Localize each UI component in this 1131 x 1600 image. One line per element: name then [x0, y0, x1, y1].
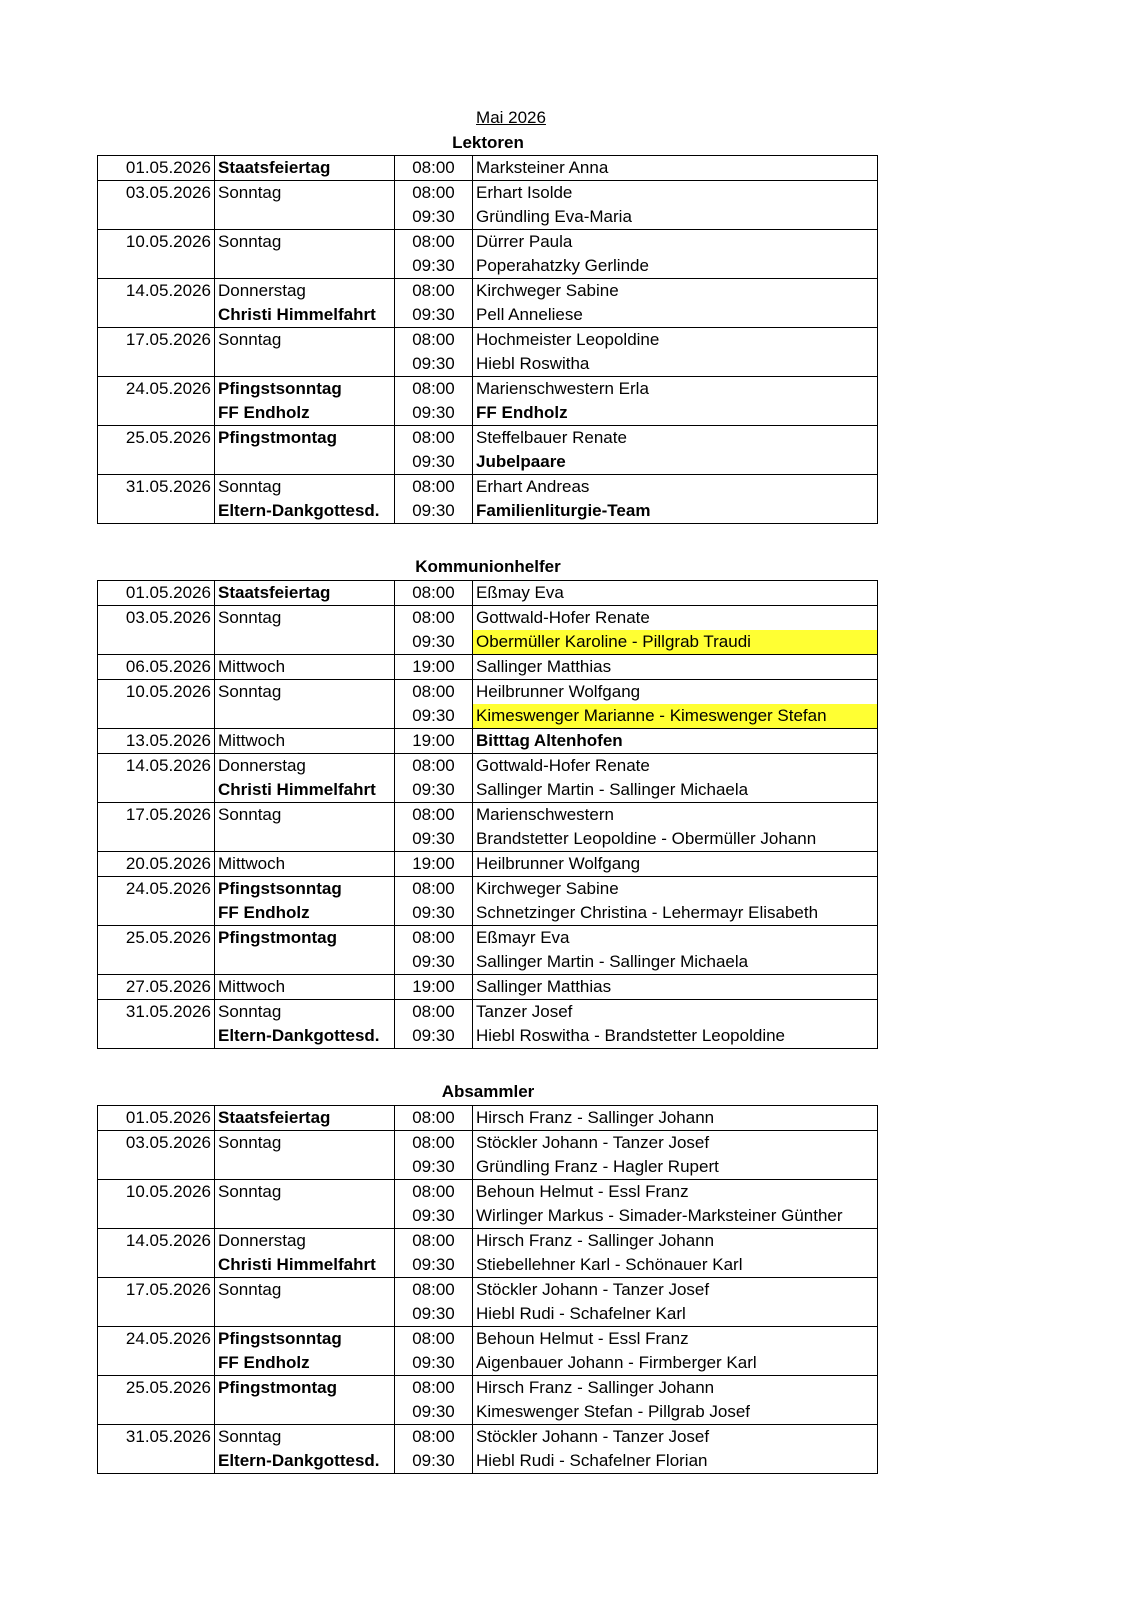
name-cell: Behoun Helmut - Essl Franz — [473, 1180, 878, 1205]
day-cell: Pfingstsonntag — [215, 377, 395, 402]
day-cell — [215, 1400, 395, 1425]
name-cell: FF Endholz — [473, 401, 878, 426]
date-cell — [98, 1400, 215, 1425]
date-cell — [98, 950, 215, 975]
section-title-kommunionhelfer: Kommunionhelfer — [415, 557, 561, 576]
date-cell: 17.05.2026 — [98, 328, 215, 353]
date-cell — [98, 450, 215, 475]
table-row — [98, 328, 878, 353]
date-cell: 03.05.2026 — [98, 181, 215, 206]
time-cell: 08:00 — [395, 1327, 473, 1352]
day-cell: FF Endholz — [215, 1351, 395, 1376]
day-cell: Sonntag — [215, 680, 395, 705]
day-cell: Sonntag — [215, 1000, 395, 1025]
name-cell: Hiebl Roswitha - Brandstetter Leopoldine — [473, 1024, 878, 1049]
day-cell: Pfingstmontag — [215, 926, 395, 951]
name-cell: Gottwald-Hofer Renate — [473, 754, 878, 779]
table-row — [98, 279, 878, 304]
name-cell: Gründling Eva-Maria — [473, 205, 878, 230]
day-cell: Sonntag — [215, 230, 395, 255]
time-cell: 08:00 — [395, 1180, 473, 1205]
date-cell: 31.05.2026 — [98, 475, 215, 500]
name-cell: Hirsch Franz - Sallinger Johann — [473, 1229, 878, 1254]
date-cell — [98, 1155, 215, 1180]
name-cell: Marienschwestern Erla — [473, 377, 878, 402]
table-row — [98, 1376, 878, 1401]
day-cell: Pfingstmontag — [215, 426, 395, 451]
date-cell — [98, 1024, 215, 1049]
day-cell — [215, 1204, 395, 1229]
date-cell — [98, 1302, 215, 1327]
name-cell: Kirchweger Sabine — [473, 279, 878, 304]
time-cell: 09:30 — [395, 1302, 473, 1327]
time-cell: 19:00 — [395, 729, 473, 754]
date-cell — [98, 704, 215, 729]
date-cell — [98, 778, 215, 803]
time-cell: 08:00 — [395, 279, 473, 304]
table-row — [98, 401, 878, 426]
day-cell: Staatsfeiertag — [215, 581, 395, 606]
day-cell: FF Endholz — [215, 401, 395, 426]
time-cell: 08:00 — [395, 1106, 473, 1131]
table-row — [98, 1106, 878, 1131]
day-cell — [215, 205, 395, 230]
time-cell: 08:00 — [395, 1229, 473, 1254]
day-cell — [215, 1155, 395, 1180]
time-cell: 19:00 — [395, 975, 473, 1000]
day-cell: Pfingstsonntag — [215, 1327, 395, 1352]
day-cell — [215, 827, 395, 852]
time-cell: 19:00 — [395, 852, 473, 877]
name-cell: Tanzer Josef — [473, 1000, 878, 1025]
time-cell: 09:30 — [395, 901, 473, 926]
table-row — [98, 181, 878, 206]
date-cell: 14.05.2026 — [98, 754, 215, 779]
table-row — [98, 1131, 878, 1156]
name-cell: Hirsch Franz - Sallinger Johann — [473, 1376, 878, 1401]
name-cell: Eßmayr Eva — [473, 926, 878, 951]
time-cell: 08:00 — [395, 1425, 473, 1450]
day-cell: Mittwoch — [215, 852, 395, 877]
table-row — [98, 704, 878, 729]
time-cell: 09:30 — [395, 1204, 473, 1229]
name-cell: Eßmay Eva — [473, 581, 878, 606]
date-cell: 01.05.2026 — [98, 1106, 215, 1131]
date-cell: 06.05.2026 — [98, 655, 215, 680]
day-cell: Sonntag — [215, 1425, 395, 1450]
time-cell: 09:30 — [395, 630, 473, 655]
date-cell: 03.05.2026 — [98, 606, 215, 631]
time-cell: 09:30 — [395, 1253, 473, 1278]
table-row — [98, 303, 878, 328]
name-cell: Marienschwestern — [473, 803, 878, 828]
table-row — [98, 1425, 878, 1450]
name-cell: Dürrer Paula — [473, 230, 878, 255]
name-cell: Kimeswenger Stefan - Pillgrab Josef — [473, 1400, 878, 1425]
table-row — [98, 1155, 878, 1180]
name-cell: Behoun Helmut - Essl Franz — [473, 1327, 878, 1352]
table-row — [98, 450, 878, 475]
table-row — [98, 475, 878, 500]
day-cell — [215, 450, 395, 475]
day-cell: Donnerstag — [215, 754, 395, 779]
time-cell: 08:00 — [395, 156, 473, 181]
time-cell: 09:30 — [395, 352, 473, 377]
time-cell: 08:00 — [395, 426, 473, 451]
time-cell: 09:30 — [395, 401, 473, 426]
date-cell: 14.05.2026 — [98, 279, 215, 304]
time-cell: 09:30 — [395, 499, 473, 524]
name-cell: Heilbrunner Wolfgang — [473, 852, 878, 877]
day-cell: Donnerstag — [215, 1229, 395, 1254]
table-row — [98, 803, 878, 828]
day-cell: Mittwoch — [215, 729, 395, 754]
date-cell: 03.05.2026 — [98, 1131, 215, 1156]
day-cell: Pfingstmontag — [215, 1376, 395, 1401]
table-row — [98, 1024, 878, 1049]
table-row — [98, 1229, 878, 1254]
date-cell: 10.05.2026 — [98, 230, 215, 255]
date-cell: 25.05.2026 — [98, 426, 215, 451]
table-row — [98, 205, 878, 230]
name-cell: Stöckler Johann - Tanzer Josef — [473, 1131, 878, 1156]
date-cell: 25.05.2026 — [98, 926, 215, 951]
name-cell: Gründling Franz - Hagler Rupert — [473, 1155, 878, 1180]
name-cell: Hiebl Rudi - Schafelner Florian — [473, 1449, 878, 1474]
date-cell — [98, 254, 215, 279]
time-cell: 08:00 — [395, 1131, 473, 1156]
table-row — [98, 827, 878, 852]
day-cell — [215, 630, 395, 655]
name-cell: Bitttag Altenhofen — [473, 729, 878, 754]
time-cell: 08:00 — [395, 581, 473, 606]
table-row — [98, 901, 878, 926]
name-cell: Stöckler Johann - Tanzer Josef — [473, 1425, 878, 1450]
date-cell: 14.05.2026 — [98, 1229, 215, 1254]
table-row — [98, 754, 878, 779]
name-cell: Wirlinger Markus - Simader-Marksteiner Günther — [473, 1204, 878, 1229]
table-row — [98, 877, 878, 902]
name-cell: Kimeswenger Marianne - Kimeswenger Stefan — [473, 704, 878, 729]
date-cell: 10.05.2026 — [98, 680, 215, 705]
table-row — [98, 581, 878, 606]
day-cell — [215, 352, 395, 377]
table-row — [98, 1278, 878, 1303]
date-cell — [98, 205, 215, 230]
table-row — [98, 1000, 878, 1025]
table-row — [98, 606, 878, 631]
name-cell: Hirsch Franz - Sallinger Johann — [473, 1106, 878, 1131]
day-cell: Staatsfeiertag — [215, 1106, 395, 1131]
section-title-absammler: Absammler — [441, 1082, 535, 1101]
day-cell: Sonntag — [215, 606, 395, 631]
date-cell: 17.05.2026 — [98, 803, 215, 828]
date-cell — [98, 1253, 215, 1278]
time-cell: 09:30 — [395, 704, 473, 729]
time-cell: 09:30 — [395, 1351, 473, 1376]
table-row — [98, 156, 878, 181]
time-cell: 08:00 — [395, 926, 473, 951]
date-cell: 01.05.2026 — [98, 581, 215, 606]
table-row — [98, 950, 878, 975]
day-cell: Sonntag — [215, 181, 395, 206]
table-row — [98, 630, 878, 655]
table-row — [98, 1327, 878, 1352]
time-cell: 08:00 — [395, 377, 473, 402]
name-cell: Stöckler Johann - Tanzer Josef — [473, 1278, 878, 1303]
table-row — [98, 680, 878, 705]
day-cell: Eltern-Dankgottesd. — [215, 499, 395, 524]
time-cell: 09:30 — [395, 827, 473, 852]
date-cell: 01.05.2026 — [98, 156, 215, 181]
time-cell: 08:00 — [395, 1376, 473, 1401]
time-cell: 08:00 — [395, 1278, 473, 1303]
day-cell: Mittwoch — [215, 655, 395, 680]
table-row — [98, 926, 878, 951]
table-row — [98, 729, 878, 754]
day-cell: Donnerstag — [215, 279, 395, 304]
date-cell — [98, 1449, 215, 1474]
time-cell: 09:30 — [395, 303, 473, 328]
date-cell: 25.05.2026 — [98, 1376, 215, 1401]
name-cell: Sallinger Martin - Sallinger Michaela — [473, 778, 878, 803]
time-cell: 08:00 — [395, 230, 473, 255]
day-cell: Sonntag — [215, 803, 395, 828]
time-cell: 09:30 — [395, 1155, 473, 1180]
time-cell: 08:00 — [395, 606, 473, 631]
table-row — [98, 1253, 878, 1278]
name-cell: Aigenbauer Johann - Firmberger Karl — [473, 1351, 878, 1376]
time-cell: 08:00 — [395, 680, 473, 705]
day-cell: Sonntag — [215, 1131, 395, 1156]
day-cell: Eltern-Dankgottesd. — [215, 1449, 395, 1474]
date-cell — [98, 303, 215, 328]
page-title: Mai 2026 — [476, 108, 546, 127]
name-cell: Marksteiner Anna — [473, 156, 878, 181]
name-cell: Familienliturgie-Team — [473, 499, 878, 524]
name-cell: Heilbrunner Wolfgang — [473, 680, 878, 705]
day-cell — [215, 950, 395, 975]
day-cell: Staatsfeiertag — [215, 156, 395, 181]
table-row — [98, 1302, 878, 1327]
date-cell: 10.05.2026 — [98, 1180, 215, 1205]
day-cell — [215, 1302, 395, 1327]
name-cell: Schnetzinger Christina - Lehermayr Elisabeth — [473, 901, 878, 926]
day-cell: Sonntag — [215, 328, 395, 353]
time-cell: 08:00 — [395, 803, 473, 828]
date-cell — [98, 1204, 215, 1229]
day-cell: Sonntag — [215, 1180, 395, 1205]
time-cell: 09:30 — [395, 1449, 473, 1474]
name-cell: Brandstetter Leopoldine - Obermüller Johann — [473, 827, 878, 852]
table-row — [98, 778, 878, 803]
name-cell: Sallinger Matthias — [473, 975, 878, 1000]
date-cell: 27.05.2026 — [98, 975, 215, 1000]
date-cell: 24.05.2026 — [98, 377, 215, 402]
table-row — [98, 254, 878, 279]
name-cell: Pell Anneliese — [473, 303, 878, 328]
lektoren-table — [97, 155, 878, 524]
table-row — [98, 352, 878, 377]
date-cell — [98, 901, 215, 926]
name-cell: Steffelbauer Renate — [473, 426, 878, 451]
time-cell: 08:00 — [395, 754, 473, 779]
day-cell — [215, 254, 395, 279]
table-row — [98, 230, 878, 255]
date-cell — [98, 630, 215, 655]
name-cell: Obermüller Karoline - Pillgrab Traudi — [473, 630, 878, 655]
time-cell: 09:30 — [395, 1024, 473, 1049]
kommunionhelfer-table — [97, 580, 878, 1049]
table-row — [98, 1204, 878, 1229]
time-cell: 09:30 — [395, 254, 473, 279]
day-cell: FF Endholz — [215, 901, 395, 926]
time-cell: 09:30 — [395, 450, 473, 475]
absammler-table — [97, 1105, 878, 1474]
date-cell — [98, 1351, 215, 1376]
date-cell: 17.05.2026 — [98, 1278, 215, 1303]
table-row — [98, 426, 878, 451]
date-cell: 24.05.2026 — [98, 877, 215, 902]
time-cell: 08:00 — [395, 328, 473, 353]
date-cell: 24.05.2026 — [98, 1327, 215, 1352]
date-cell: 31.05.2026 — [98, 1000, 215, 1025]
name-cell: Sallinger Martin - Sallinger Michaela — [473, 950, 878, 975]
date-cell: 20.05.2026 — [98, 852, 215, 877]
name-cell: Sallinger Matthias — [473, 655, 878, 680]
name-cell: Kirchweger Sabine — [473, 877, 878, 902]
day-cell: Christi Himmelfahrt — [215, 778, 395, 803]
time-cell: 09:30 — [395, 950, 473, 975]
name-cell: Hiebl Roswitha — [473, 352, 878, 377]
name-cell: Hochmeister Leopoldine — [473, 328, 878, 353]
table-row — [98, 1180, 878, 1205]
table-row — [98, 499, 878, 524]
day-cell: Pfingstsonntag — [215, 877, 395, 902]
time-cell: 09:30 — [395, 778, 473, 803]
time-cell: 09:30 — [395, 205, 473, 230]
date-cell: 31.05.2026 — [98, 1425, 215, 1450]
time-cell: 08:00 — [395, 475, 473, 500]
name-cell: Hiebl Rudi - Schafelner Karl — [473, 1302, 878, 1327]
date-cell — [98, 499, 215, 524]
table-row — [98, 377, 878, 402]
date-cell — [98, 352, 215, 377]
time-cell: 09:30 — [395, 1400, 473, 1425]
day-cell: Sonntag — [215, 1278, 395, 1303]
date-cell: 13.05.2026 — [98, 729, 215, 754]
time-cell: 08:00 — [395, 1000, 473, 1025]
table-row — [98, 1351, 878, 1376]
date-cell — [98, 827, 215, 852]
time-cell: 19:00 — [395, 655, 473, 680]
day-cell: Mittwoch — [215, 975, 395, 1000]
name-cell: Poperahatzky Gerlinde — [473, 254, 878, 279]
name-cell: Erhart Andreas — [473, 475, 878, 500]
table-row — [98, 1449, 878, 1474]
section-title-lektoren: Lektoren — [452, 133, 524, 152]
table-row — [98, 1400, 878, 1425]
name-cell: Stiebellehner Karl - Schönauer Karl — [473, 1253, 878, 1278]
time-cell: 08:00 — [395, 877, 473, 902]
day-cell: Christi Himmelfahrt — [215, 303, 395, 328]
name-cell: Gottwald-Hofer Renate — [473, 606, 878, 631]
table-row — [98, 852, 878, 877]
name-cell: Erhart Isolde — [473, 181, 878, 206]
table-row — [98, 655, 878, 680]
day-cell: Sonntag — [215, 475, 395, 500]
name-cell: Jubelpaare — [473, 450, 878, 475]
time-cell: 08:00 — [395, 181, 473, 206]
table-row — [98, 975, 878, 1000]
date-cell — [98, 401, 215, 426]
day-cell: Christi Himmelfahrt — [215, 1253, 395, 1278]
day-cell — [215, 704, 395, 729]
day-cell: Eltern-Dankgottesd. — [215, 1024, 395, 1049]
